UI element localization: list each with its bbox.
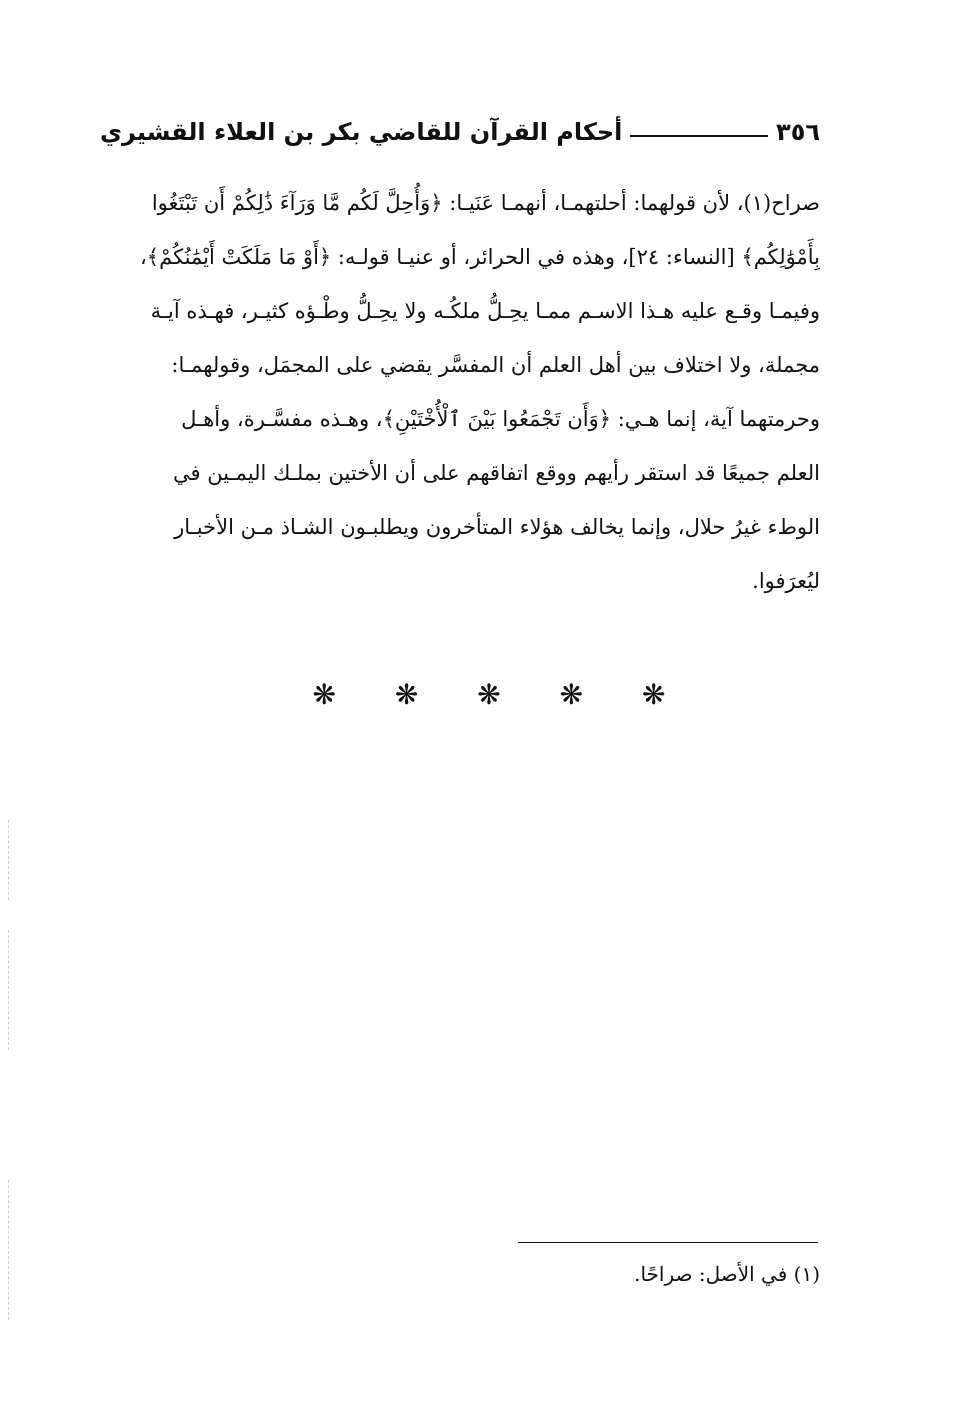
running-header — [100, 110, 820, 154]
body-line-5: وحرمتهما آية، إنما هـي: ﴿وَأَن تَجْمَعُوا بَيْنَ ٱلْأُخْتَيْنِ﴾، وهـذه مفسَّـرة، وأهـل — [181, 407, 820, 431]
footnote-rule — [518, 1242, 818, 1243]
header-rule — [630, 135, 768, 137]
body-line-1: صراح(١)، لأن قولهما: أحلتهمـا، أنهمـا عَنَيـا: ﴿وَأُحِلَّ لَكُم مَّا وَرَآءَ ذَٰلِكُمْ أَن تَبْتَغُوا — [151, 191, 820, 215]
asterism-ornament-icon: ❋ — [642, 678, 666, 711]
asterism-ornament-icon: ❋ — [312, 678, 336, 711]
page-number: ٣٥٦ — [776, 118, 820, 146]
body-line-6: العلم جميعًا قد استقر رأيهم ووقع اتفاقهم على أن الأختين بملـك اليمـين في — [172, 461, 820, 485]
body-line-2: بِأَمْوَٰلِكُم﴾ [النساء: ٢٤]، وهذه في الحرائر، أو عنيـا قولـه: ﴿أَوْ مَا مَلَكَتْ أَيْمَٰنُكُمْ﴾، — [140, 245, 820, 269]
scan-edge-mark — [8, 930, 9, 1050]
footnote: (١) في الأصل: صراحًا. — [634, 1262, 820, 1286]
asterism-ornament-icon: ❋ — [477, 678, 501, 711]
body-line-8: ليُعرَفوا. — [752, 569, 820, 593]
section-separator — [0, 678, 978, 711]
book-title: أحكام القرآن للقاضي بكر بن العلاء القشيري — [100, 118, 623, 146]
body-text — [100, 176, 820, 608]
body-line-4: مجملة، ولا اختلاف بين أهل العلم أن المفسَّر يقضي على المجمَل، وقولهمـا: — [171, 353, 820, 377]
asterism-ornament-icon: ❋ — [559, 678, 584, 711]
body-line-7: الوطء غيرُ حلال، وإنما يخالف هؤلاء المتأخرون ويطلبـون الشـاذ مـن الأخبـار — [174, 515, 820, 539]
scan-edge-mark — [8, 820, 9, 900]
scan-edge-mark — [8, 1180, 9, 1320]
body-line-3: وفيمـا وقـع عليه هـذا الاسـم ممـا يحِـلُّ ملكُـه ولا يحِـلُّ وطْـؤه كثيـر، فهـذه آيـة — [150, 299, 820, 323]
asterism-ornament-icon: ❋ — [394, 678, 419, 711]
